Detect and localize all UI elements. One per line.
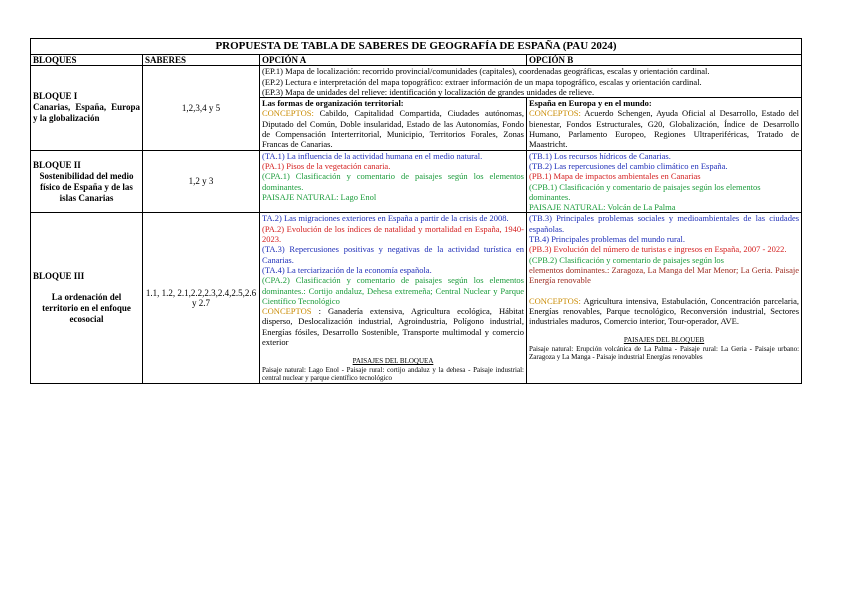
ta4-text: (TA.4) La terciarización de la economía española. — [262, 264, 432, 275]
b2-b-paisaje: PAISAJE NATURAL: Volcán de La Palma — [529, 202, 676, 213]
pb3-text: (PB.3) Evolución del número de turistas e ingresos en España, 2007 - 2022. — [529, 244, 787, 255]
pa2-text: (PA.2) Evolución de los índices de natalidad y mortalidad en España, 1940-2023. — [262, 223, 524, 245]
bloque1-subtitle: Canarias, España, Europa y la globalización — [33, 102, 140, 124]
header-opcion-a: OPCIÓN A — [260, 55, 527, 66]
bloque2-option-b — [527, 150, 802, 213]
saberes-table — [30, 38, 802, 384]
paisajes-bloque-b-title: PAISAJES DEL BLOQUEB — [623, 336, 705, 345]
bloque3-name-cell — [31, 213, 143, 383]
ep3-text: (EP.3) Mapa de unidades del relieve: identificación y localización de grandes unidades de relieve. — [262, 86, 595, 97]
header-saberes: SABERES — [143, 55, 260, 66]
bloque1-ep-cell — [260, 66, 802, 98]
tb4-text: TB.4) Principales problemas del mundo rural. — [529, 234, 686, 245]
tb1-text: (TB.1) Los recursos hídricos de Canarias. — [529, 150, 671, 161]
b1-b-conceptos: Acuerdo Schengen, Ayuda Oficial al Desarrollo, Estado del bienestar, Fondos Estructurales, G20, Globalización, Índice de Desarrollo Humano, Parlamento Europeo, Regiones Ultraperiféricas, Tratado de Maastricht. — [529, 108, 800, 150]
b2-a-paisaje: PAISAJE NATURAL: Lago Enol — [262, 191, 377, 202]
b1-b-conceptos-label: CONCEPTOS: — [529, 108, 581, 119]
paisajes-bloque-a-text: Paisaje natural: Lago Enol - Paisaje rural: cortijo andaluz y la dehesa - Paisaje industrial: central nuclear y parque científico tecnológico — [262, 365, 524, 383]
cpa2-text: (CPA.2) Clasificación y comentario de paisajes según los elementos dominantes.: Cortijo andaluz, Dehesa extremeña; Central Nuclear y Parque Científico Tecnológico — [262, 275, 524, 306]
b1-a-conceptos: Cabildo, Capitalidad Compartida, Ciudades autónomas, Diputado del Común, Doble insularidad, Estado de las Autonomías, Fondo de Compensación Interterritorial, Municipio, Territorios Forales, Zonas Francas de Canarias. — [262, 108, 524, 150]
b3-b-conceptos: Agricultura intensiva, Estabulación, Concentración parcelaria, Energías renovables, Parque tecnológico, Reconversión industrial, Sectores industriales maduros, Comercio interior, Tour-operador, AVE. — [529, 295, 800, 327]
bloque1-name-cell — [31, 66, 143, 150]
pb1-text: (PB.1) Mapa de impactos ambientales en Canarias — [529, 171, 701, 182]
b1-a-heading: Las formas de organización territorial: — [262, 98, 404, 109]
ta3-text: (TA.3) Repercusiones positivas y negativas de la actividad turística en Canarias. — [262, 244, 524, 265]
b3-b-conceptos-label: CONCEPTOS: — [529, 295, 581, 306]
tb2-text: (TB.2) Las repercusiones del cambio climático en España. — [529, 160, 728, 171]
pa1-text: (PA.1) Pisos de la vegetación canaria. — [262, 160, 391, 171]
bloque1-option-b — [527, 98, 802, 150]
cpb1-text: (CPB.1) Clasificación y comentario de paisajes según los elementos dominantes. — [529, 181, 761, 202]
bloque1-saberes: 1,2,3,4 y 5 — [143, 66, 260, 150]
paisajes-bloque-a-title: PAISAJES DEL BLOQUEA — [352, 357, 434, 366]
bloque3-option-b — [527, 213, 802, 383]
cpa1-text: (CPA.1) Clasificación y comentario de paisajes según los elementos dominantes. — [262, 171, 524, 192]
ta2-text: TA.2) Las migraciones exteriores en España a partir de la crisis de 2008. — [262, 213, 509, 224]
tb3-text: (TB.3) Principales problemas sociales y medioambientales de las ciudades españolas. — [529, 213, 800, 234]
ep2-text: (EP.2) Lectura e interpretación del mapa topográfico: extraer información de un mapa topográfico, escalas y orientación cardinal. — [262, 76, 702, 87]
bloque2-option-a — [260, 150, 527, 213]
cpb2-text: (CPB.2) Clasificación y comentario de paisajes según los — [529, 254, 724, 265]
table-title: PROPUESTA DE TABLA DE SABERES DE GEOGRAFÍA DE ESPAÑA (PAU 2024) — [31, 39, 802, 55]
bloque2-name-cell — [31, 150, 143, 213]
paisajes-bloque-b-text: Paisaje natural: Erupción volcánica de La Palma - Paisaje rural: La Geria - Paisaje urbano: Zaragoza y La Manga - Paisaje industrial Energías renovables — [529, 344, 800, 362]
bloque2-subtitle: Sostenibilidad del medio físico de España y de las islas Canarias — [39, 170, 134, 203]
bloque2-title: BLOQUE II — [33, 159, 81, 170]
ta1-text: (TA.1) La influencia de la actividad humana en el medio natural. — [262, 150, 483, 161]
b3-a-conceptos: : Ganadería extensiva, Agricultura ecológica, Hábitat disperso, Deslocalización industrial, Agroindustria, Polígono industrial, Energías fósiles, Desarrollo Sostenible, Transporte multimodal y comercio exterior — [262, 306, 524, 348]
bloque3-option-a — [260, 213, 527, 383]
header-bloques: BLOQUES — [31, 55, 143, 66]
bloque2-saberes: 1,2 y 3 — [143, 150, 260, 213]
ep1-text: (EP.1) Mapa de localización: recorrido provincial/comunidades (capitales), coordenadas geográficas, escalas y orientación cardinal. — [262, 66, 710, 77]
b1-b-heading: España en Europa y en el mundo: — [529, 98, 652, 109]
header-opcion-b: OPCIÓN B — [527, 55, 802, 66]
bloque3-title: BLOQUE III — [33, 270, 85, 281]
bloque3-subtitle: La ordenación del territorio en el enfoque ecosocial — [42, 291, 131, 324]
bloque1-title: BLOQUE I — [33, 91, 78, 102]
b3-a-conceptos-label: CONCEPTOS — [262, 306, 312, 317]
cpb2-cont-text: elementos dominantes.: Zaragoza, La Manga del Mar Menor; La Geria. Paisaje Energía renovable — [529, 264, 800, 286]
b1-a-conceptos-label: CONCEPTOS: — [262, 108, 314, 119]
bloque3-saberes: 1.1, 1.2, 2.1,2.2,2.3,2.4,2.5,2.6 y 2.7 — [143, 213, 260, 383]
bloque1-option-a — [260, 98, 527, 150]
